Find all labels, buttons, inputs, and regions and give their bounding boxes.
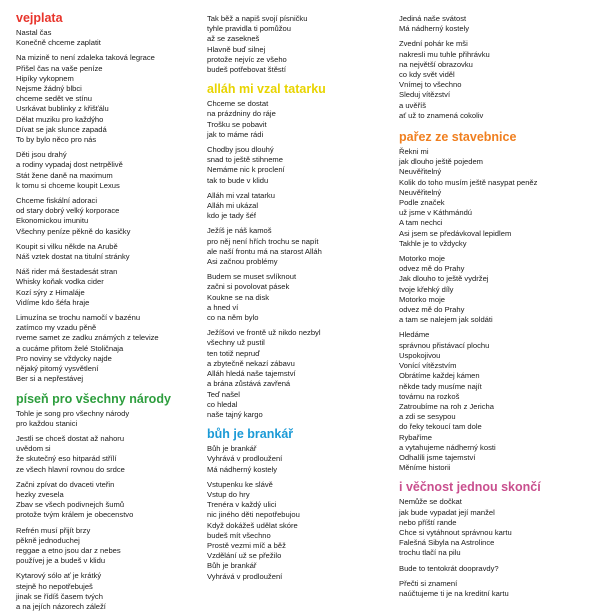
stanza (399, 147, 589, 249)
lyric-line: až se zaseknеš (207, 34, 385, 44)
lyric-line: Nejsme žádný blbci (16, 84, 194, 94)
lyric-line: a vytahujeme nádherný kosti (399, 443, 589, 453)
lyric-line: co na něm bylo (207, 313, 385, 323)
lyric-line: nebo příští rande (399, 518, 589, 528)
song-title: píseň pro všechny národy (16, 391, 194, 407)
lyric-line: všechny už pustil (207, 338, 385, 348)
lyrics-column-1 (16, 0, 194, 612)
stanza (16, 434, 194, 475)
lyric-line: Konečně chceme zaplatit (16, 38, 194, 48)
stanza (16, 526, 194, 567)
lyric-line: Jediná naše svátost (399, 14, 589, 24)
stanza (16, 53, 194, 145)
lyric-line: Dívat se jak slunce zapadá (16, 125, 194, 135)
lyric-line: Usrkávat bublinky z křišťálu (16, 104, 194, 114)
lyric-line: správnou přistávací plochu (399, 341, 589, 351)
lyric-line: Alláh hledá naše tajemství (207, 369, 385, 379)
lyric-line: pro každou stanici (16, 419, 194, 429)
lyric-line: budeš mít všechno (207, 531, 385, 541)
lyric-line: a tam se nalejem jak soldáti (399, 315, 589, 325)
lyric-line: Falešná Sibyla na Astrolince (399, 538, 589, 548)
lyric-line: Ekonomickou imunitu (16, 216, 194, 226)
lyric-line: a zdi se sesypou (399, 412, 589, 422)
stanza (207, 226, 385, 267)
song-block (16, 391, 194, 612)
lyric-line: Vyhrává v prodloužení (207, 454, 385, 464)
lyric-line: Měníme historii (399, 463, 589, 473)
lyric-line: Nastal čas (16, 28, 194, 38)
lyric-line: pěkně jednoduchej (16, 536, 194, 546)
song-block (399, 14, 589, 121)
lyric-line: To by bylo něco pro nás (16, 135, 194, 145)
lyric-line: Přečti si znamení (399, 579, 589, 589)
lyric-line: Vnímej to všechno (399, 80, 589, 90)
lyric-line: Prostě vezmi míč a běž (207, 541, 385, 551)
stanza (399, 39, 589, 121)
lyric-line: Chceme se dostat (207, 99, 385, 109)
lyric-line: a cucáme přitom želé Stoličnaja (16, 344, 194, 354)
song-title: alláh mi vzal tatarku (207, 81, 385, 97)
lyric-line: jak bude vypadat její manžel (399, 508, 589, 518)
stanza (399, 579, 589, 599)
lyric-line: Chodby jsou dlouhý (207, 145, 385, 155)
song-block (16, 10, 194, 385)
lyric-line: Ježíš je náš kamoš (207, 226, 385, 236)
lyric-line: Vstup do hry (207, 490, 385, 500)
lyric-line: ať už to znamená cokoliv (399, 111, 589, 121)
lyric-line: Hlavně buď silnej (207, 45, 385, 55)
lyric-line: Když dokážeš udělat skóre (207, 521, 385, 531)
lyric-line: jak to máme rádi (207, 130, 385, 140)
lyric-line: Stát žene daně na maximum (16, 171, 194, 181)
song-title: pařez ze stavebnice (399, 129, 589, 145)
stanza (399, 497, 589, 558)
lyric-line: Děti jsou drahý (16, 150, 194, 160)
lyrics-column-2 (207, 0, 385, 582)
lyric-line: pro něj není hřích trochu se napít (207, 237, 385, 247)
lyric-line: továrnu na rozkoš (399, 392, 589, 402)
stanza (399, 254, 589, 325)
stanza (207, 272, 385, 323)
lyric-line: Vyhrává v prodloužení (207, 572, 385, 582)
lyrics-column-3 (399, 0, 589, 599)
lyric-line: Nemůže se dočkat (399, 497, 589, 507)
stanza (16, 196, 194, 237)
lyric-line: Pro noviny se vždycky najde (16, 354, 194, 364)
lyric-line: kdo je tady šéf (207, 211, 385, 221)
lyric-line: Náš vztek dostat na titulní stránky (16, 252, 194, 262)
lyric-line: Má nádherný kostely (399, 24, 589, 34)
lyric-line: Chce si vytáhnout správnou kartu (399, 528, 589, 538)
lyric-line: Rybaříme (399, 433, 589, 443)
lyric-line: Hledáme (399, 330, 589, 340)
lyric-line: trochu tlačí na pilu (399, 548, 589, 558)
lyric-line: rveme samet ze zadku známých z televize (16, 333, 194, 343)
lyric-line: Vzdělání už se přežilo (207, 551, 385, 561)
lyric-line: Kolik do toho musím ještě nasypat peněz (399, 178, 589, 188)
lyric-line: Na mizině to není zdaleka taková legrace (16, 53, 194, 63)
lyric-line: Zvední pohár ke mši (399, 39, 589, 49)
song-block (399, 129, 589, 473)
lyric-line: a zbytečně nekazí zábavu (207, 359, 385, 369)
lyric-line: Všechny peníze pěkně do kasičky (16, 227, 194, 237)
lyric-line: Začni zpívat do dvaceti vteřin (16, 480, 194, 490)
lyric-line: Bude to tentokrát doopravdy? (399, 564, 589, 574)
lyric-line: na prázdniny do ráje (207, 109, 385, 119)
song-block (207, 81, 385, 420)
lyric-line: odvez mě do Prahy (399, 305, 589, 315)
stanza (207, 480, 385, 582)
lyric-line: Dělat muziku pro každýho (16, 115, 194, 125)
lyric-line: Řekni mi (399, 147, 589, 157)
lyric-line: ten totiž nepruď (207, 349, 385, 359)
stanza (16, 480, 194, 521)
song-title: bůh je brankář (207, 426, 385, 442)
lyric-line: ale naší frontu má na starost Alláh (207, 247, 385, 257)
lyric-line: Bůh je brankář (207, 444, 385, 454)
stanza (16, 409, 194, 429)
stanza (16, 267, 194, 308)
lyric-line: nějaký pitomý vysvětlení (16, 364, 194, 374)
lyric-line: Takhle je to vždycky (399, 239, 589, 249)
lyric-line: Jak dlouho to ještě vydržej (399, 274, 589, 284)
lyric-line: jak dlouho ještě pojedem (399, 157, 589, 167)
lyric-line: odvez mě do Prahy (399, 264, 589, 274)
lyric-line: Obrátíme každej kámen (399, 371, 589, 381)
lyric-line: Ber si a nepřestávej (16, 374, 194, 384)
lyric-line: Má nádherný kostely (207, 465, 385, 475)
lyric-line: začni si povolovat pásek (207, 282, 385, 292)
lyric-line: Asi jsem se předávkoval lepidlem (399, 229, 589, 239)
lyric-line: stejně ho nepotřebuješ (16, 582, 194, 592)
lyric-line: Tohle je song pro všechny národy (16, 409, 194, 419)
lyric-line: k tomu si chceme koupit Lexus (16, 181, 194, 191)
lyric-line: Náš rider má šestadesát stran (16, 267, 194, 277)
lyric-line: Jestli se chceš dostat až nahoru (16, 434, 194, 444)
stanza (16, 313, 194, 384)
lyric-line: Asi začnou problémy (207, 257, 385, 267)
lyric-line: Sleduj vítězství (399, 90, 589, 100)
stanza (207, 444, 385, 475)
lyric-line: Koupit si vilku někde na Arubě (16, 242, 194, 252)
lyric-line: tak to bude v klidu (207, 176, 385, 186)
stanza (207, 191, 385, 222)
lyric-line: protože nejvíc ze všeho (207, 55, 385, 65)
lyric-line: Budem se muset svlíknout (207, 272, 385, 282)
lyric-line: na největší obrazovku (399, 60, 589, 70)
lyric-line: Hipíky vykopnem (16, 74, 194, 84)
stanza (207, 328, 385, 420)
lyric-line: Odhalíli jsme tajemství (399, 453, 589, 463)
lyric-line: co kdy svět viděl (399, 70, 589, 80)
lyric-line: Koukne se na disk (207, 293, 385, 303)
stanza (16, 571, 194, 612)
lyric-line: používej je a budeš v klidu (16, 556, 194, 566)
lyric-line: Zbav se všech podivnejch šumů (16, 500, 194, 510)
lyric-line: Motorko moje (399, 295, 589, 305)
lyric-line: zatímco my vzadu pěně (16, 323, 194, 333)
lyric-line: naúčtujeme ti je na kreditní kartu (399, 589, 589, 599)
lyric-line: chceme sedět ve stínu (16, 94, 194, 104)
lyric-line: Ježíšovi ve frontě už nikdo nezbyl (207, 328, 385, 338)
lyric-line: tvoje křehký díly (399, 285, 589, 295)
lyric-line: hezky zvesela (16, 490, 194, 500)
lyric-line: A tam nechci (399, 218, 589, 228)
lyric-line: reggae a etno jsou dar z nebes (16, 546, 194, 556)
lyric-line: nic jiného děti nepotřebujou (207, 510, 385, 520)
song-block (399, 479, 589, 599)
lyric-line: Kozí sýry z Himaláje (16, 288, 194, 298)
lyric-line: Whisky koňak vodka cider (16, 277, 194, 287)
lyric-line: budeš potřebovat štěstí (207, 65, 385, 75)
lyric-line: od stary dobrý velký korporace (16, 206, 194, 216)
lyric-line: Chceme fiskální adoraci (16, 196, 194, 206)
lyric-line: Vstupenku ke slávě (207, 480, 385, 490)
stanza (16, 242, 194, 262)
lyric-line: protože tvým králem je obecenstvo (16, 510, 194, 520)
stanza (16, 150, 194, 191)
lyric-line: a brána zůstává zavřená (207, 379, 385, 389)
lyric-line: Vidíme kdo šéfa hraje (16, 298, 194, 308)
lyric-line: a uvěříš (399, 101, 589, 111)
lyric-line: někde tady musíme najít (399, 382, 589, 392)
stanza (399, 564, 589, 574)
stanza (399, 330, 589, 473)
lyric-line: ze všech hlavní rovnou do srdce (16, 465, 194, 475)
lyric-line: co hledal (207, 400, 385, 410)
lyric-line: do řeky tekoucí tam dole (399, 422, 589, 432)
lyric-line: naše tajný kargo (207, 410, 385, 420)
lyric-line: Podle značek (399, 198, 589, 208)
lyric-line: Bůh je brankář (207, 561, 385, 571)
lyric-line: nakresli mu tuhle přihrávku (399, 50, 589, 60)
lyric-line: Trenéra v každý ulici (207, 500, 385, 510)
lyric-line: snad to ještě stihneme (207, 155, 385, 165)
stanza (16, 28, 194, 48)
lyric-line: a hned ví (207, 303, 385, 313)
lyric-line: Zatroubíme na roh z Jericha (399, 402, 589, 412)
stanza (399, 14, 589, 34)
stanza (207, 99, 385, 140)
song-title: i věčnost jednou skončí (399, 479, 589, 495)
song-title: vejplata (16, 10, 194, 26)
lyric-line: Vonící vítězstvím (399, 361, 589, 371)
lyric-line: Alláh mi ukázal (207, 201, 385, 211)
lyric-line: a rodiny vypadaj dost netrpělivě (16, 160, 194, 170)
lyric-line: Kytarový sólo ať je krátký (16, 571, 194, 581)
lyric-line: Neuvěřitelný (399, 167, 589, 177)
lyric-line: Refrén musí přijít brzy (16, 526, 194, 536)
lyric-line: Teď našel (207, 390, 385, 400)
lyric-line: že skutečný eso hitparád střílí (16, 454, 194, 464)
lyric-line: Alláh mi vzal tatarku (207, 191, 385, 201)
lyric-line: Nemáme nic k proclení (207, 165, 385, 175)
lyric-line: Trošku se pobavit (207, 120, 385, 130)
lyric-line: jinak se řídíš časem tvých (16, 592, 194, 602)
lyric-line: Motorko moje (399, 254, 589, 264)
stanza (207, 145, 385, 186)
lyric-line: a na jejích názorech záleží (16, 602, 194, 612)
lyric-line: Přišel čas na vaše peníze (16, 64, 194, 74)
lyric-line: uvědom si (16, 444, 194, 454)
lyric-line: Limuzína se trochu namočí v bazénu (16, 313, 194, 323)
stanza (207, 14, 385, 75)
lyric-line: tyhle pravidla ti pomůžou (207, 24, 385, 34)
song-block (207, 426, 385, 582)
lyric-line: už jsme v Káthmándú (399, 208, 589, 218)
lyric-line: Neuvěřitelný (399, 188, 589, 198)
song-block (207, 14, 385, 75)
lyric-line: Tak běž a napiš svojí písničku (207, 14, 385, 24)
lyric-line: Uspokojivou (399, 351, 589, 361)
